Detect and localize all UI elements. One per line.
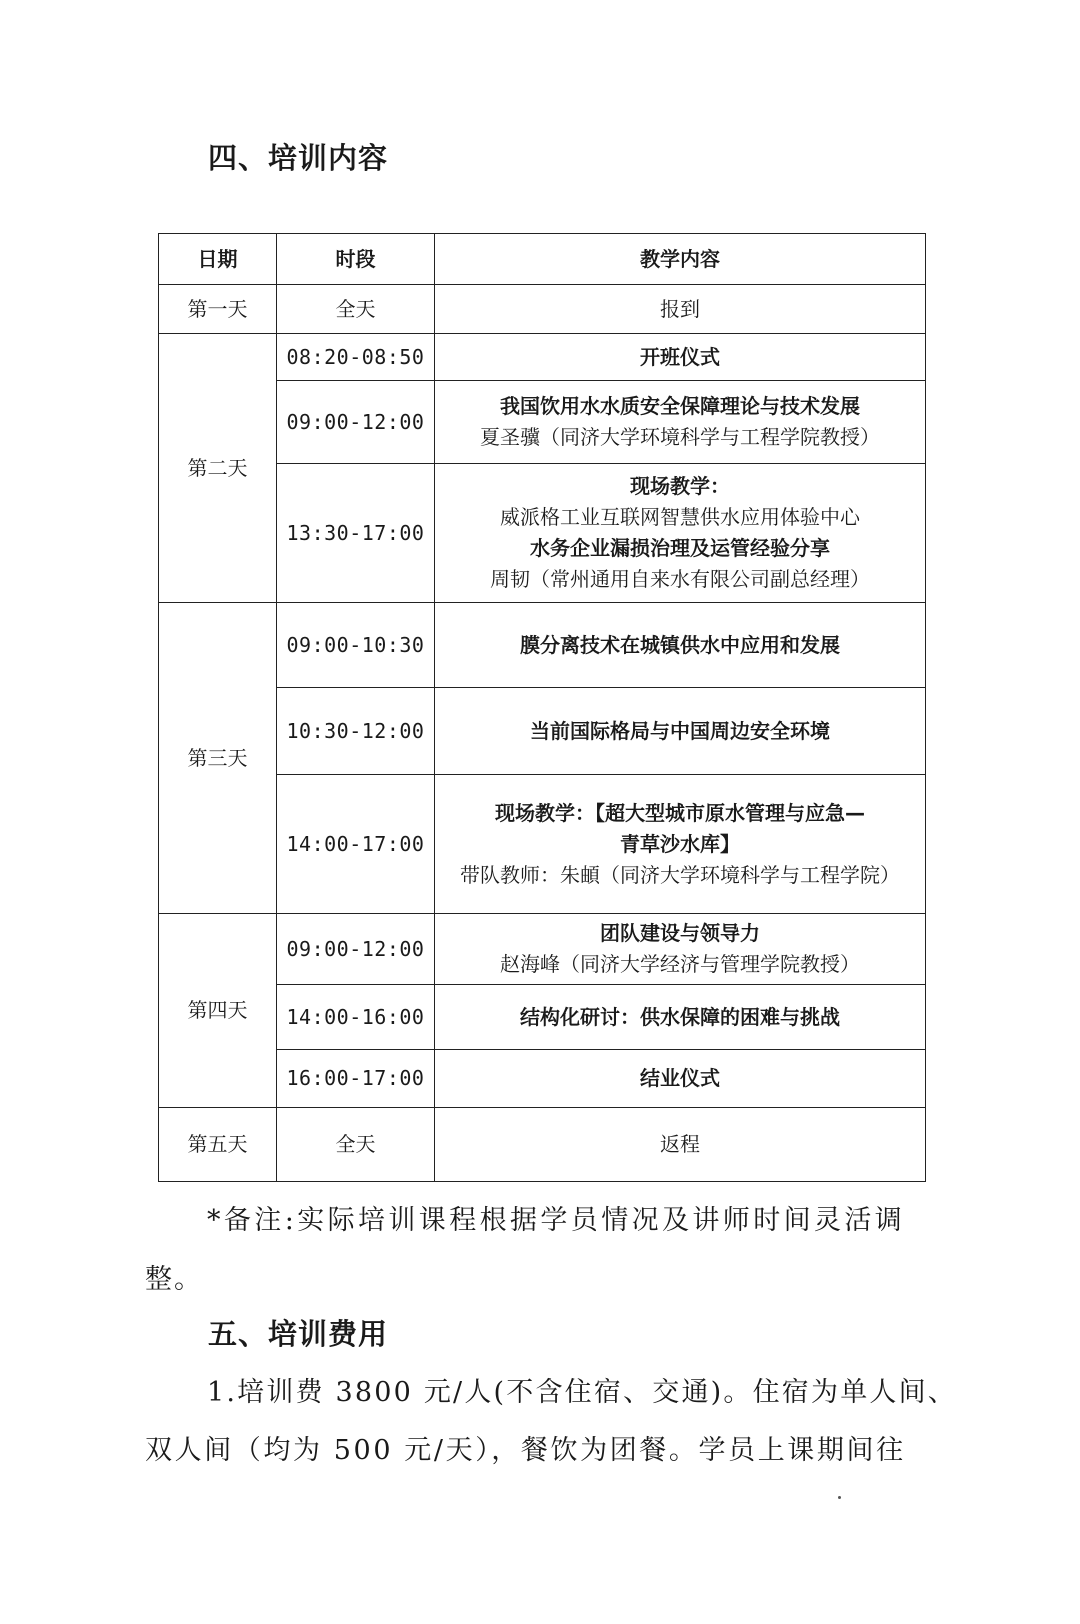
time-cell: 08:20-08:50	[277, 334, 435, 381]
content-cell	[435, 381, 926, 464]
note-line-2: 整。	[145, 1264, 203, 1295]
time-cell: 全天	[277, 285, 435, 334]
content-cell	[435, 688, 926, 775]
content-cell	[435, 464, 926, 603]
day-cell: 第四天	[159, 914, 277, 1108]
day-cell: 第二天	[159, 334, 277, 603]
table-row	[159, 1108, 926, 1182]
content-line: 结业仪式	[640, 1066, 720, 1090]
time-cell: 13:30-17:00	[277, 464, 435, 603]
header-content: 教学内容	[435, 234, 926, 285]
header-time: 时段	[277, 234, 435, 285]
time-cell: 14:00-16:00	[277, 985, 435, 1050]
content-cell: 报到	[435, 285, 926, 334]
content-line: 开班仪式	[640, 344, 720, 369]
content-cell	[435, 334, 926, 381]
table-row	[159, 603, 926, 688]
content-line: 威派格工业互联网智慧供水应用体验中心	[500, 505, 860, 529]
content-cell	[435, 603, 926, 688]
content-line: 现场教学：【超大型城市原水管理与应急—	[495, 800, 865, 825]
content-line: 周韧（常州通用自来水有限公司副总经理）	[490, 567, 870, 591]
content-line: 水务企业漏损治理及运管经验分享	[530, 536, 830, 560]
content-line: 团队建设与领导力	[600, 921, 760, 945]
content-line: 我国饮用水水质安全保障理论与技术发展	[500, 394, 860, 418]
content-cell	[435, 914, 926, 985]
table-row	[159, 914, 926, 985]
time-cell: 09:00-10:30	[277, 603, 435, 688]
content-line: 当前国际格局与中国周边安全环境	[530, 718, 830, 743]
table-header-row	[159, 234, 926, 285]
content-line: 青草沙水库】	[620, 831, 740, 856]
content-line: 结构化研讨：供水保障的困难与挑战	[520, 1004, 840, 1029]
content-line: 夏圣骥（同济大学环境科学与工程学院教授）	[480, 425, 880, 449]
table-row	[159, 334, 926, 381]
content-cell	[435, 1050, 926, 1108]
section-4-heading: 四、培训内容	[208, 141, 389, 175]
time-cell: 10:30-12:00	[277, 688, 435, 775]
time-cell: 09:00-12:00	[277, 914, 435, 985]
day-cell: 第五天	[159, 1108, 277, 1182]
fee-paragraph-line-2: 双人间（均为 500 元/天），餐饮为团餐。学员上课期间往	[145, 1435, 906, 1466]
table-row	[159, 285, 926, 334]
content-cell	[435, 985, 926, 1050]
time-cell: 全天	[277, 1108, 435, 1182]
header-date: 日期	[159, 234, 277, 285]
day-cell: 第一天	[159, 285, 277, 334]
content-cell: 返程	[435, 1108, 926, 1182]
content-line: 赵海峰（同济大学经济与管理学院教授）	[500, 952, 860, 976]
section-5-heading: 五、培训费用	[208, 1317, 389, 1351]
day-cell: 第三天	[159, 603, 277, 914]
time-cell: 09:00-12:00	[277, 381, 435, 464]
fee-paragraph-line-1: 1.培训费 3800 元/人(不含住宿、交通)。住宿为单人间、	[207, 1377, 958, 1408]
content-line: 现场教学：	[630, 474, 730, 498]
time-cell: 16:00-17:00	[277, 1050, 435, 1108]
content-line: 膜分离技术在城镇供水中应用和发展	[520, 632, 840, 657]
note-line-1: *备注:实际培训课程根据学员情况及讲师时间灵活调	[207, 1205, 906, 1236]
training-schedule-table	[158, 233, 926, 1182]
time-cell: 14:00-17:00	[277, 775, 435, 914]
page-speck	[838, 1496, 841, 1499]
content-line: 带队教师：朱頔（同济大学环境科学与工程学院）	[460, 862, 900, 887]
content-cell	[435, 775, 926, 914]
